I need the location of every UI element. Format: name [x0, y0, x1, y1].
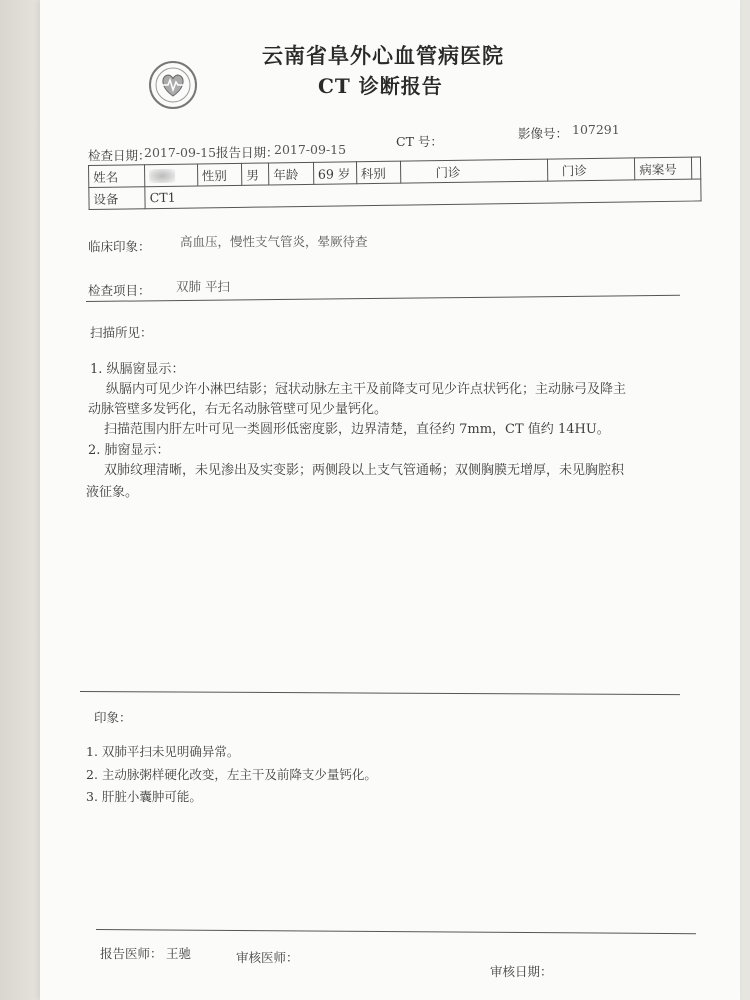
hospital-logo-icon [148, 60, 198, 110]
exam-item-label: 检查项目： [88, 283, 151, 298]
impression-label: 印象： [94, 710, 132, 725]
findings-line: 双肺纹理清晰，未见渗出及实变影；两侧段以上支气管通畅；双侧胸膜无增厚，未见胸腔积 [104, 463, 625, 478]
background-shadow [0, 0, 40, 1000]
device-label: 设备 [89, 187, 146, 210]
findings-line: 纵膈内可见少许小淋巴结影；冠状动脉左主干及前降支可见少许点状钙化；主动脉弓及降主 [106, 382, 627, 397]
impression-line: 3. 肝脏小囊肿可能。 [86, 789, 202, 804]
patient-info-table [88, 156, 702, 210]
exam-date: 2017-09-15 [144, 145, 217, 160]
name-value [145, 164, 198, 187]
report-date-label: 报告日期： [216, 145, 279, 160]
image-number: 107291 [572, 122, 620, 137]
review-doctor-label: 审核医师： [236, 950, 299, 965]
findings-line: 2. 肺窗显示： [88, 443, 170, 458]
ct-number-label: CT 号： [396, 134, 443, 149]
gender-label: 性别 [197, 163, 242, 186]
redacted-name [149, 169, 175, 183]
report-title: CT 诊断报告 [318, 74, 443, 98]
exam-item-text: 双肺 平扫 [176, 279, 230, 294]
department-value-2: 门诊 [547, 158, 635, 181]
report-doctor-label: 报告医师： [100, 946, 163, 961]
clinical-impression-label: 临床印象： [88, 239, 151, 254]
name-label: 姓名 [89, 165, 146, 188]
impression-line: 1. 双肺平扫未见明确异常。 [86, 744, 240, 759]
record-number-value [691, 157, 700, 179]
device-value: CT1 [145, 179, 701, 209]
review-date-label: 审核日期： [490, 964, 553, 979]
age-label: 年龄 [269, 162, 314, 185]
findings-line: 液征象。 [86, 485, 139, 500]
hospital-name: 云南省阜外心血管病医院 [262, 43, 504, 68]
gender-value: 男 [242, 163, 269, 185]
department-label: 科别 [356, 161, 401, 184]
impression-line: 2. 主动脉粥样硬化改变，左主干及前降支少量钙化。 [86, 767, 377, 782]
clinical-impression-text: 高血压，慢性支气管炎，晕厥待查 [180, 234, 368, 249]
findings-line: 1. 纵膈窗显示： [90, 362, 185, 377]
age-value: 69 岁 [313, 162, 356, 185]
report-doctor-name: 王驰 [166, 946, 192, 961]
findings-line: 动脉管壁多发钙化，右无名动脉管壁可见少量钙化。 [88, 402, 388, 417]
findings-line: 扫描范围内肝左叶可见一类圆形低密度影，边界清楚，直径约 7mm，CT 值约 14HU。 [104, 422, 610, 437]
image-number-label: 影像号： [518, 126, 569, 141]
record-number-label: 病案号 [635, 157, 692, 180]
report-date: 2017-09-15 [274, 142, 347, 157]
department-value-1: 门诊 [401, 159, 548, 183]
exam-date-label: 检查日期： [88, 148, 151, 163]
findings-label: 扫描所见： [90, 325, 153, 340]
